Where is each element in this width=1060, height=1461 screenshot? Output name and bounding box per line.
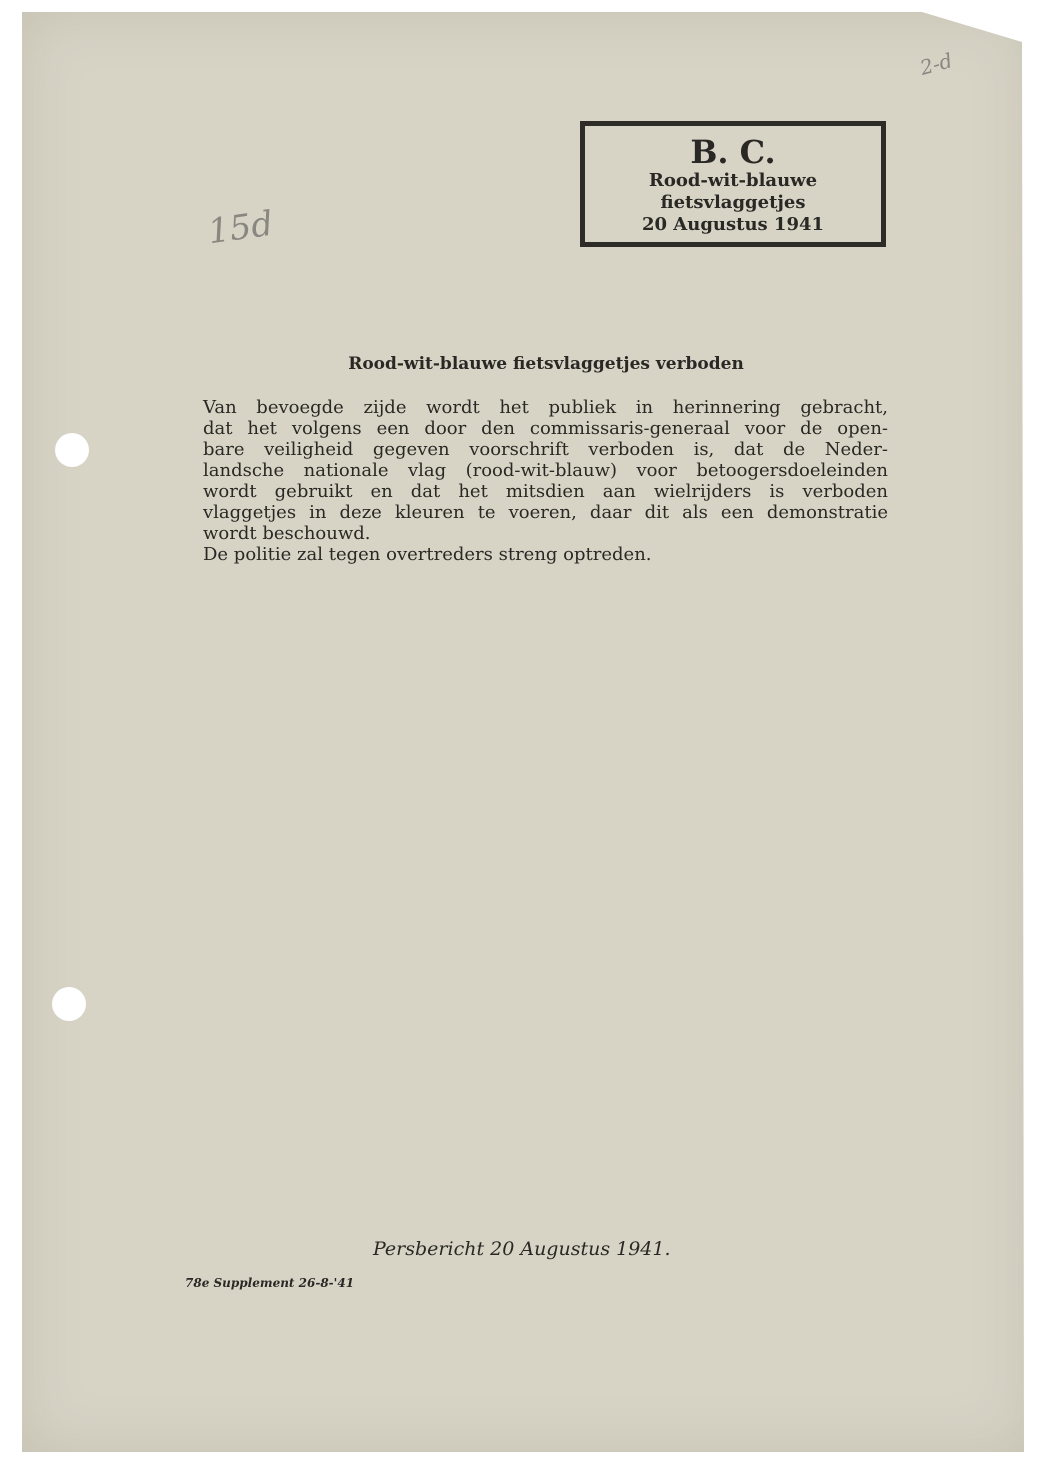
body-line: vlaggetjes in deze kleuren te voeren, daar dit als een demonstratie — [203, 502, 888, 523]
body-text — [203, 397, 888, 565]
handwritten-note: 2-d — [917, 48, 955, 80]
press-release-line: Persbericht 20 Augustus 1941. — [373, 1238, 671, 1260]
body-line: De politie zal tegen overtreders streng optreden. — [203, 544, 652, 565]
body-line: wordt gebruikt en dat het mitsdien aan wielrijders is verboden — [203, 481, 888, 502]
body-line: wordt beschouwd. — [203, 523, 371, 544]
stamp-line: Rood-wit-blauwe — [648, 170, 818, 191]
body-line: Van bevoegde zijde wordt het publiek in herinnering gebracht, — [203, 397, 888, 418]
body-line: landsche nationale vlag (rood-wit-blauw) voor betoogersdoeleinden — [203, 460, 888, 481]
stamp-line: fietsvlaggetjes — [660, 192, 806, 213]
stamp-line: 20 Augustus 1941 — [641, 214, 825, 235]
handwritten-note: 15d — [205, 203, 276, 253]
supplement-line: 78e Supplement 26-8-'41 — [185, 1276, 355, 1290]
document-title: Rood-wit-blauwe fietsvlaggetjes verboden — [348, 354, 744, 374]
punch-hole — [55, 433, 89, 467]
punch-hole — [52, 987, 86, 1021]
stamp-box — [580, 121, 886, 247]
body-line: dat het volgens een door den commissaris-generaal voor de open- — [203, 418, 888, 439]
stamp-code: B. C. — [690, 133, 776, 171]
body-line: bare veiligheid gegeven voorschrift verboden is, dat de Neder- — [203, 439, 888, 460]
